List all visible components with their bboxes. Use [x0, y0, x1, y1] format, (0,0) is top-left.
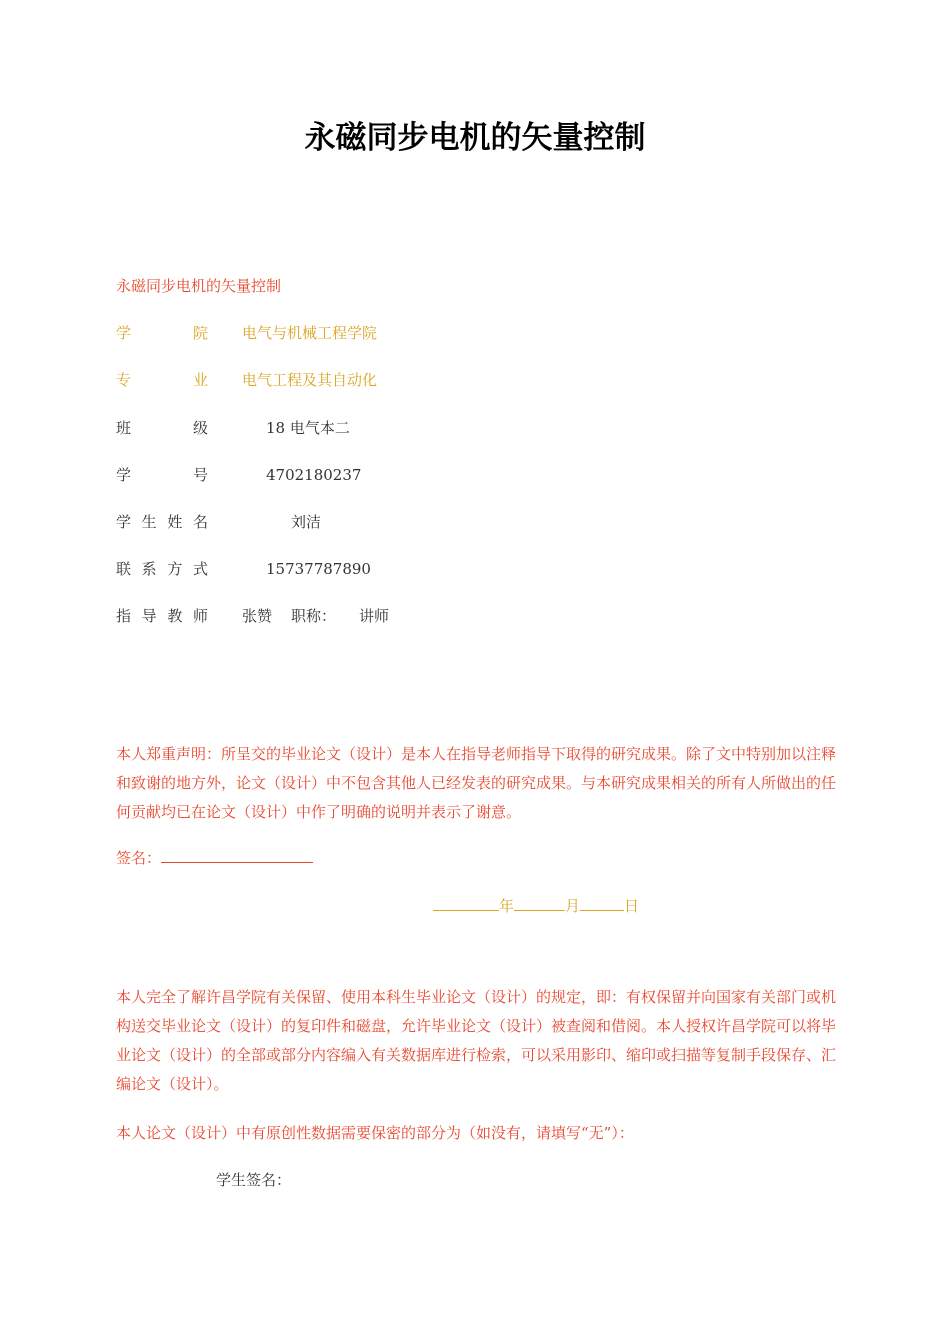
- advisor-label: 指 导 教 师: [116, 607, 208, 625]
- thesis-subtitle: 永磁同步电机的矢量控制: [116, 277, 282, 295]
- student-id-label: 学 号: [116, 466, 208, 484]
- college-label: 学 院: [116, 324, 208, 342]
- contact-label: 联 系 方 式: [116, 560, 208, 578]
- advisor-value: 张赞: [242, 607, 273, 625]
- month-label: 月: [565, 897, 581, 915]
- originality-declaration: 本人郑重声明：所呈交的毕业论文（设计）是本人在指导老师指导下取得的研究成果。除了文中特别加以注释和致谢的地方外，论文（设计）中不包含其他人已经发表的研究成果。与本研究成果相关的所有人所做出的任何贡献均已在论文（设计）中作了明确的说明并表示了谢意。: [116, 745, 837, 821]
- major-value: 电气工程及其自动化: [242, 371, 378, 389]
- date-line: [433, 896, 639, 916]
- document-title: 永磁同步电机的矢量控制: [304, 120, 646, 156]
- signature-label: 签名：: [116, 849, 162, 867]
- confidential-statement: 本人论文（设计）中有原创性数据需要保密的部分为（如没有，请填写“无”）：: [116, 1124, 634, 1142]
- month-blank: [514, 896, 565, 911]
- signature-blank: [161, 848, 313, 863]
- student-name-label: 学 生 姓 名: [116, 513, 208, 531]
- student-id-value: 4702180237: [266, 466, 362, 484]
- class-value: 18 电气本二: [266, 419, 350, 437]
- contact-value: 15737787890: [266, 560, 371, 578]
- authorization-statement: 本人完全了解许昌学院有关保留、使用本科生毕业论文（设计）的规定，即：有权保留并向国家有关部门或机构送交毕业论文（设计）的复印件和磁盘，允许毕业论文（设计）被查阅和借阅。本人授权许昌学院可以将毕业论文（设计）的全部或部分内容编入有关数据库进行检索，可以采用影印、缩印或扫描等复制手段保存、汇编论文（设计）。: [116, 988, 837, 1093]
- year-blank: [433, 896, 499, 911]
- class-label: 班 级: [116, 419, 208, 437]
- day-label: 日: [624, 897, 640, 915]
- student-signature-label: 学生签名：: [216, 1171, 292, 1189]
- college-value: 电气与机械工程学院: [242, 324, 378, 342]
- signature-line: [116, 848, 313, 868]
- day-blank: [580, 896, 624, 911]
- major-label: 专 业: [116, 371, 208, 389]
- student-name-value: 刘洁: [291, 513, 322, 531]
- advisor-rank-value: 讲师: [359, 607, 390, 625]
- advisor-rank-label: 职称：: [291, 607, 337, 625]
- year-label: 年: [499, 897, 515, 915]
